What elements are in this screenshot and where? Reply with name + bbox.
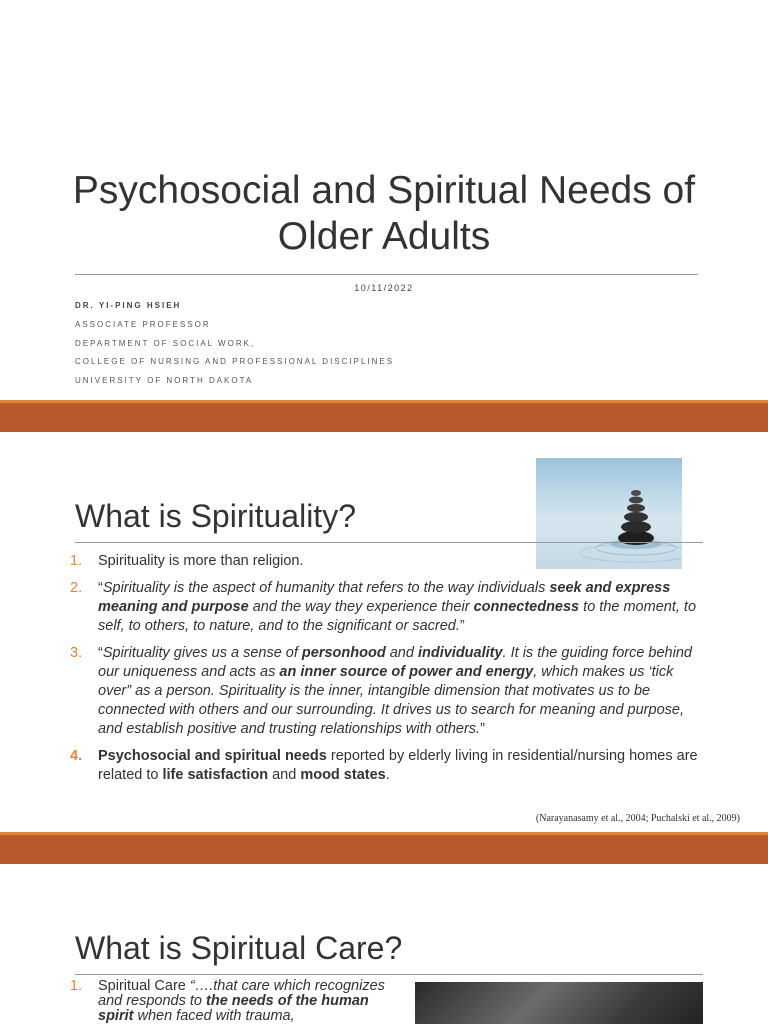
list-text: Psychosocial and spiritual needs: [98, 748, 327, 764]
list-text: personhood: [301, 645, 386, 661]
list-text: to the moment, to self, to others, to nature, and to the significant or sacred.: [98, 599, 697, 634]
list-number: 1.: [70, 553, 83, 569]
list-text: and the way they experience their: [248, 599, 474, 615]
spiritual-care-list: [70, 979, 390, 1024]
author-title: ASSOCIATE PROFESSOR: [75, 320, 211, 329]
list-text: ”: [459, 618, 465, 634]
list-text: .: [385, 767, 390, 783]
list-number: 2.: [70, 580, 83, 596]
author-name: DR. YI-PING HSIEH: [75, 301, 182, 310]
spiritual-care-slide: [0, 864, 768, 1024]
list-text: and: [268, 767, 301, 783]
list-text: reported by elderly living in residential/nursing homes are related to: [98, 748, 698, 783]
list-text: when faced with trauma,: [133, 1008, 295, 1024]
list-text: mood states: [300, 767, 386, 783]
author-university: UNIVERSITY OF NORTH DAKOTA: [75, 376, 254, 385]
list-text: seek and express meaning and purpose: [98, 580, 671, 615]
list-item: [70, 579, 710, 636]
list-text: . It is the guiding force behind our uniqueness and acts as: [98, 645, 692, 680]
list-text: Spirituality gives us a sense of: [102, 645, 302, 661]
slide-title: What is Spiritual Care?: [75, 930, 403, 966]
citation: (Narayanasamy et al., 2004; Puchalski et al., 2009): [535, 813, 740, 824]
list-item: [70, 644, 710, 739]
list-item: [70, 552, 710, 571]
slide-title: What is Spirituality?: [75, 498, 356, 534]
list-text: and: [385, 645, 418, 661]
list-text: “….that care which recognizes and responds to: [98, 978, 385, 1009]
list-item: [70, 747, 710, 785]
presentation-title: Psychosocial and Spiritual Needs of Older Adults: [72, 169, 696, 258]
list-text: the needs of the human spirit: [98, 993, 369, 1024]
list-text: connectedness: [473, 599, 580, 615]
spirituality-list: [70, 552, 710, 793]
list-text: life satisfaction: [162, 767, 269, 783]
author-department: DEPARTMENT OF SOCIAL WORK,: [75, 339, 256, 348]
list-text: an inner source of power and energy: [279, 664, 534, 680]
list-number: 1.: [70, 978, 83, 994]
list-text: individuality: [417, 645, 503, 661]
slide-separator: [0, 400, 768, 432]
list-text: ”: [480, 721, 485, 737]
title-divider: [75, 542, 703, 543]
list-text: “: [98, 580, 103, 596]
author-college: COLLEGE OF NURSING AND PROFESSIONAL DISCIPLINES: [75, 357, 395, 366]
list-text: Spirituality is more than religion.: [98, 553, 304, 569]
spirituality-slide: [0, 432, 768, 832]
list-number: 3.: [70, 645, 83, 661]
title-divider: [75, 974, 703, 975]
presentation-date: 10/11/2022: [354, 283, 414, 293]
hands-photo-image: [415, 982, 703, 1024]
list-text: Spirituality is the aspect of humanity that refers to the way individuals: [102, 580, 550, 596]
title-divider: [75, 274, 698, 275]
list-item: [70, 979, 390, 1024]
title-slide: [0, 0, 768, 400]
list-text: “: [98, 645, 103, 661]
slide-separator: [0, 832, 768, 864]
list-text: Spiritual Care: [98, 978, 190, 994]
list-number: 4.: [70, 748, 83, 764]
list-text: , which makes us ‘tick over” as a person. Spirituality is the inner, intangible dimension that motivates us to be connected with others and our surrounding. It drives us to search for meaning and purpose, and establish positive and trusting relationships with others.: [98, 664, 684, 737]
